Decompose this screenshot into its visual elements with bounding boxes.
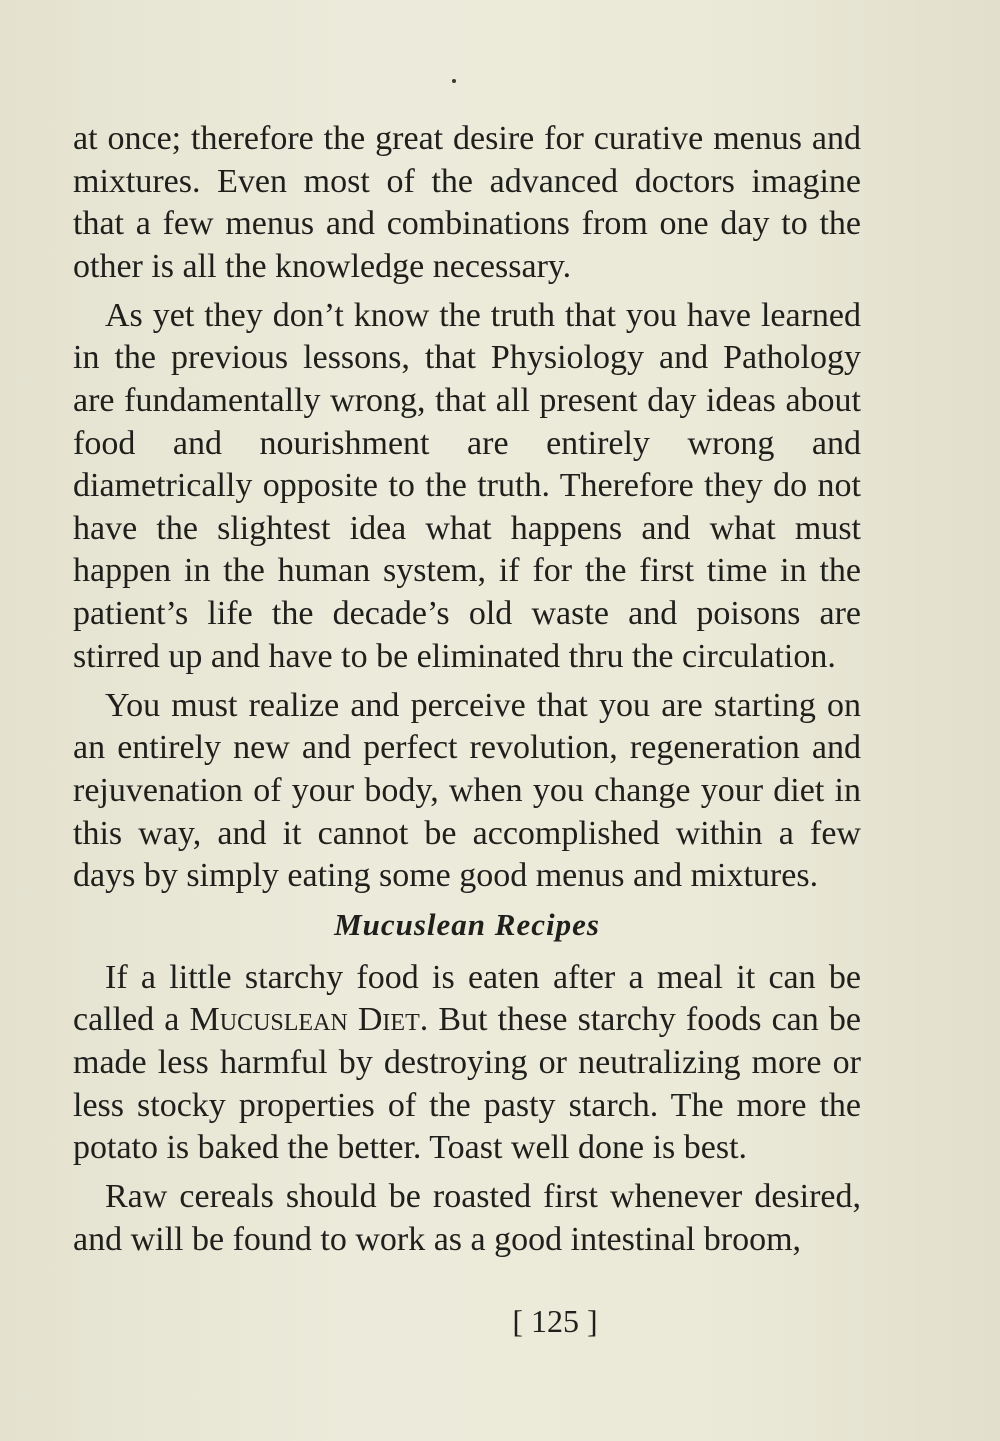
ink-speck bbox=[452, 79, 456, 83]
diet-term-smallcaps: Mucuslean Diet bbox=[189, 1001, 420, 1039]
paragraph-5: Raw cereals should be roasted first whenever desired, and will be found to work as a good intestinal broom, bbox=[73, 1178, 861, 1258]
paragraph-4-text-end: . But these starchy foods can be made less harmful by destroying or neutralizing more or less stocky properties of the pasty starch. The more the potato is baked the better. Toast well done is best. bbox=[73, 1001, 861, 1167]
page-number bbox=[0, 1303, 1000, 1340]
paragraph-1: at once; therefore the great desire for curative menus and mixtures. Even most of the advanced doctors imagine that a few menus and combinations from one day to the other is all the knowledge necessary. bbox=[73, 120, 861, 285]
paragraph-4 bbox=[73, 957, 861, 1170]
section-heading: Mucuslean Recipes bbox=[334, 907, 600, 943]
paragraph-3: You must realize and perceive that you are starting on an entirely new and perfect revolution, regeneration and rejuvenation of your body, when you change your diet in this way, and it cannot be accomplished within a few days by simply eating some good menus and mixtures. bbox=[73, 686, 861, 895]
paragraph-2: As yet they don’t know the truth that you have learned in the previous lessons, that Physiology and Pathology are fundamentally wrong, that all present day ideas about food and nourishment are entirely wrong and diametrically opposite to the truth. Therefore they do not have the slightest idea what happens and what must happen in the human system, if for the first time in the patient’s life the decade’s old waste and poisons are stirred up and have to be eliminated thru the circulation. bbox=[73, 296, 861, 675]
body-text bbox=[73, 118, 861, 1268]
paragraph-4-text-start: If a little starchy food is eaten after a meal it can be called a bbox=[73, 958, 861, 1039]
page-number-text: [ 125 ] bbox=[512, 1303, 598, 1339]
